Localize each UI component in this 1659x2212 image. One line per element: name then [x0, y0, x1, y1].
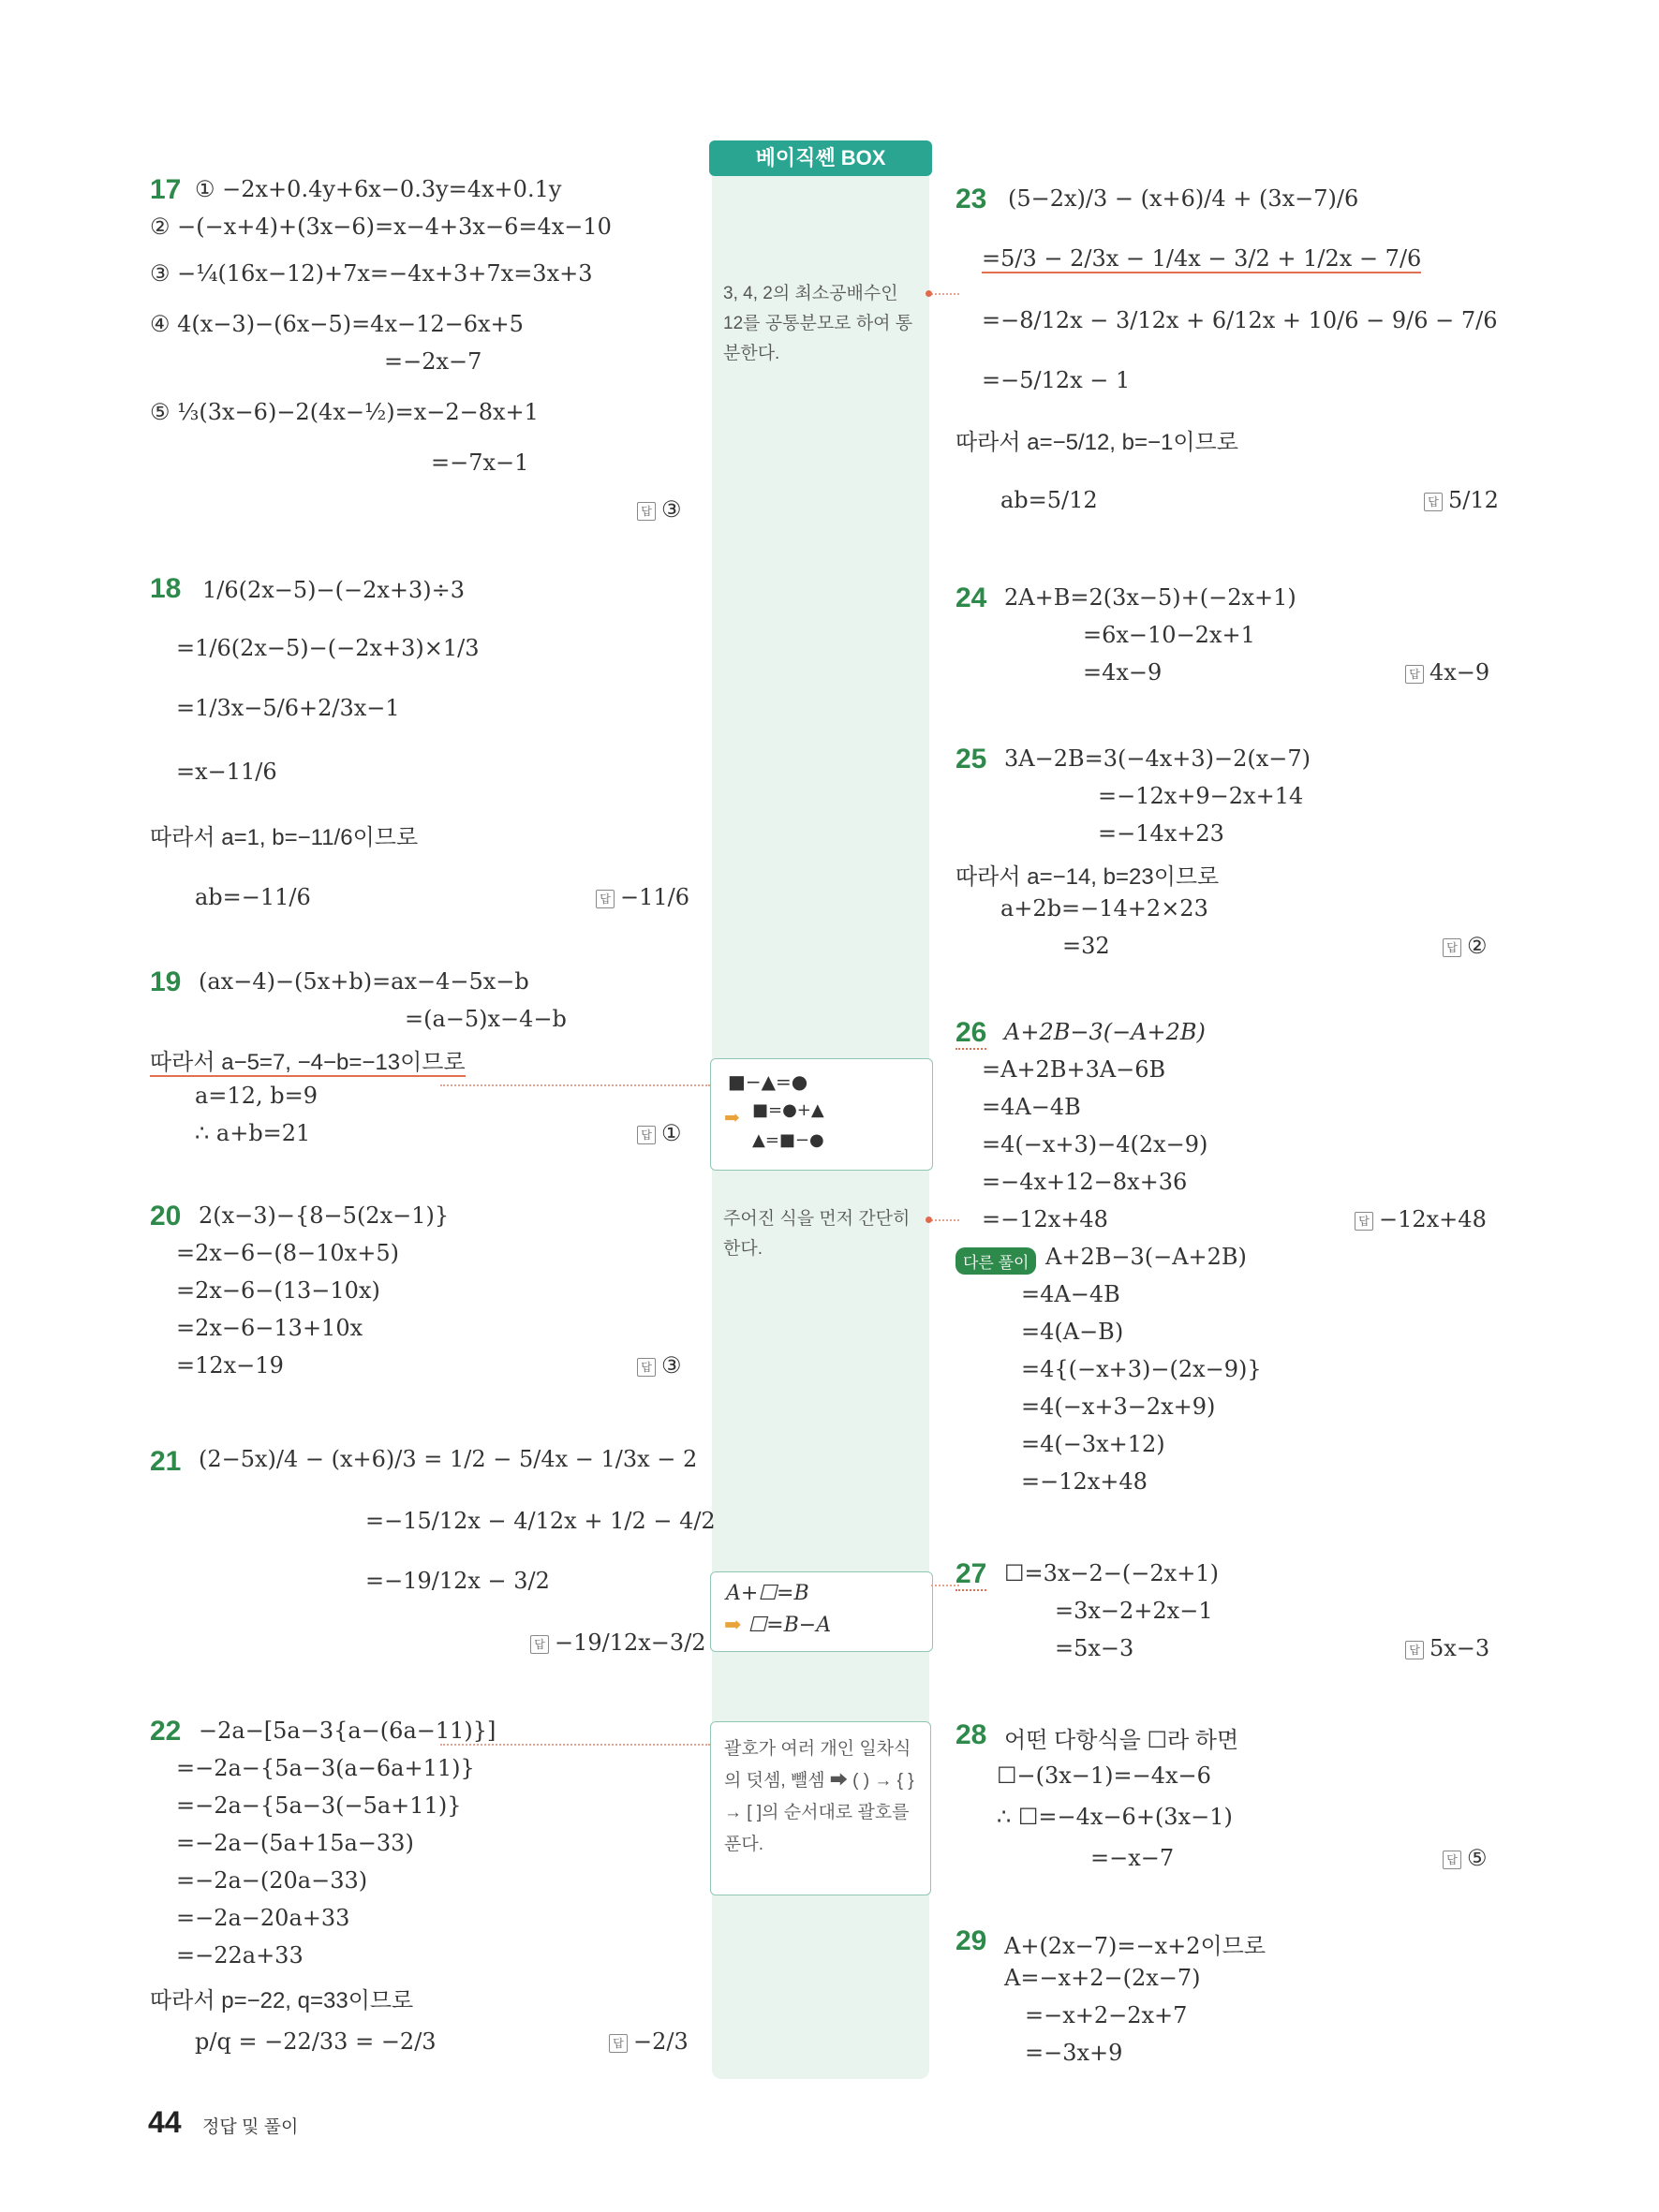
solution-line: =1/3x−5/6+2/3x−1 — [176, 695, 400, 721]
solution-line: A+(2x−7)=−x+2이므로 — [1004, 1933, 1266, 1959]
answer: 답 −12x+48 — [1355, 1206, 1487, 1232]
problem-number: 29 — [955, 1925, 987, 1956]
arrow-icon: ➡ — [724, 1106, 740, 1128]
arrow-icon: ➡ — [724, 1614, 742, 1637]
solution-line: =4x−9 — [1083, 659, 1163, 686]
solution-line: (2−5x)/4 − (x+6)/3 = 1/2 − 5/4x − 1/3x − 2 — [199, 1446, 698, 1472]
problem-number: 23 — [955, 184, 987, 214]
problem-number: 22 — [150, 1716, 182, 1747]
shape-rule-card — [710, 1058, 933, 1171]
solution-line: =−12x+48 — [982, 1206, 1108, 1232]
answer: 답 ③ — [637, 496, 682, 523]
solution-line: ☐=3x−2−(−2x+1) — [1004, 1560, 1219, 1586]
solution-line: =−x−7 — [1090, 1845, 1175, 1871]
problem-number: 26 — [955, 1017, 987, 1048]
solution-line: =32 — [1062, 933, 1110, 959]
answer: 답 5x−3 — [1405, 1635, 1489, 1661]
solution-line: =−2a−20a+33 — [176, 1905, 350, 1931]
solution-line: =−4x+12−8x+36 — [982, 1169, 1188, 1195]
solution-line: ⑤ ⅓(3x−6)−2(4x−½)=x−2−8x+1 — [150, 399, 539, 425]
shape-rule-2: ■=●+▲ — [752, 1100, 824, 1120]
leader-line — [931, 1219, 959, 1221]
solution-line: =(a−5)x−4−b — [405, 1006, 567, 1032]
solution-line: 2A+B=2(3x−5)+(−2x+1) — [1004, 584, 1296, 611]
answer: 답 ③ — [637, 1352, 682, 1379]
leader-line — [440, 1744, 710, 1746]
answer-mark-icon: 답 — [637, 1358, 656, 1377]
alt-solution-badge: 다른 풀이 — [955, 1247, 1036, 1275]
solution-line: =2x−6−13+10x — [176, 1315, 363, 1341]
answer: 답 −19/12x−3/2 — [530, 1630, 706, 1656]
answer-mark-icon: 답 — [1405, 665, 1424, 684]
solution-line: =−12x+48 — [1021, 1468, 1148, 1495]
solution-line: =1/6(2x−5)−(−2x+3)×1/3 — [176, 635, 480, 661]
shape-rule-1: ■−▲=● — [728, 1070, 808, 1093]
box-rule-card — [710, 1571, 933, 1652]
note-simplify: 주어진 식을 먼저 간단히 한다. — [723, 1209, 911, 1259]
solution-line: =−14x+23 — [1098, 820, 1224, 847]
solution-line: =x−11/6 — [176, 759, 277, 785]
leader-dot — [926, 1217, 932, 1223]
answer: 답 ② — [1443, 933, 1488, 959]
solution-line: p/q = −22/33 = −2/3 — [195, 2028, 437, 2055]
answer-mark-icon: 답 — [1443, 938, 1461, 957]
answer: 답 −2/3 — [609, 2028, 689, 2055]
solution-line: (ax−4)−(5x+b)=ax−4−5x−b — [199, 968, 529, 995]
solution-line: ∴ ☐=−4x−6+(3x−1) — [997, 1804, 1233, 1830]
solution-line: =−3x+9 — [1025, 2040, 1123, 2066]
solution-line: =−15/12x − 4/12x + 1/2 − 4/2 — [365, 1508, 716, 1534]
solution-line: ① −2x+0.4y+6x−0.3y=4x+0.1y — [195, 176, 562, 202]
solution-line: 따라서 a−5=7, −4−b=−13이므로 — [150, 1050, 466, 1075]
problem-number: 17 — [150, 174, 182, 205]
answer: 답 5/12 — [1424, 487, 1499, 513]
solution-line: A=−x+2−(2x−7) — [1004, 1965, 1201, 1991]
answer-mark-icon: 답 — [609, 2034, 628, 2053]
solution-line: =−2x−7 — [384, 348, 482, 375]
solution-line: =−12x+9−2x+14 — [1098, 783, 1304, 809]
solution-line: =−22a+33 — [176, 1942, 304, 1969]
solution-line: =−7x−1 — [431, 450, 529, 476]
problem-number: 27 — [955, 1558, 987, 1589]
bracket-note-card — [710, 1721, 931, 1895]
solution-line: =2x−6−(8−10x+5) — [176, 1240, 399, 1266]
solution-line: =5x−3 — [1055, 1635, 1134, 1661]
solution-line: A+2B−3(−A+2B) — [1045, 1244, 1247, 1270]
page-label: 정답 및 풀이 — [202, 2117, 299, 2137]
answer-mark-icon: 답 — [637, 502, 656, 521]
solution-line: (5−2x)/3 − (x+6)/4 + (3x−7)/6 — [1008, 185, 1359, 212]
solution-line: =3x−2+2x−1 — [1055, 1598, 1213, 1624]
solution-line: 따라서 a=1, b=−11/6이므로 — [150, 825, 419, 850]
answer: 답 4x−9 — [1405, 659, 1489, 686]
solution-line: =2x−6−(13−10x) — [176, 1277, 380, 1304]
solution-line: 1/6(2x−5)−(−2x+3)÷3 — [202, 577, 466, 603]
solution-line: ② −(−x+4)+(3x−6)=x−4+3x−6=4x−10 — [150, 214, 612, 240]
solution-line: ab=−11/6 — [195, 884, 311, 910]
leader-line — [931, 293, 959, 295]
page-number: 44 — [148, 2105, 182, 2139]
problem-number: 28 — [955, 1719, 987, 1750]
solution-line: =−2a−{5a−3(−5a+11)} — [176, 1792, 462, 1819]
solution-line: =6x−10−2x+1 — [1083, 622, 1255, 648]
solution-line: =−x+2−2x+7 — [1025, 2002, 1188, 2028]
answer-mark-icon: 답 — [637, 1126, 656, 1144]
answer: 답 ① — [637, 1120, 682, 1146]
leader-dot — [926, 290, 932, 297]
solution-line: A+2B−3(−A+2B) — [1004, 1019, 1206, 1045]
problem-number: 19 — [150, 966, 182, 997]
box-title: 베이직쎈 BOX — [709, 140, 932, 176]
shape-rule-3: ▲=■−● — [752, 1130, 824, 1150]
solution-line: 2(x−3)−{8−5(2x−1)} — [199, 1202, 450, 1229]
solution-line: a+2b=−14+2×23 — [1000, 895, 1208, 922]
solution-line: =A+2B+3A−6B — [982, 1056, 1166, 1083]
solution-line: 따라서 a=−14, b=23이므로 — [955, 864, 1220, 890]
solution-line: =−2a−{5a−3(a−6a+11)} — [176, 1755, 475, 1781]
solution-line: a=12, b=9 — [195, 1083, 318, 1109]
note-bracket: 괄호가 여러 개인 일차식의 덧셈, 뺄셈 ➡ ( ) → { } → [ ]의 순서대로 괄호를 푼다. — [724, 1739, 914, 1854]
solution-line: =4{(−x+3)−(2x−9)} — [1021, 1356, 1262, 1382]
solution-line: =4(A−B) — [1021, 1319, 1124, 1345]
answer-mark-icon: 답 — [530, 1635, 549, 1654]
solution-line: =−2a−(20a−33) — [176, 1867, 368, 1894]
solution-line: 따라서 a=−5/12, b=−1이므로 — [955, 430, 1238, 455]
note-lcm: 3, 4, 2의 최소공배수인 12를 공통분모로 하여 통분한다. — [723, 284, 913, 363]
solution-line: =4(−3x+12) — [1021, 1431, 1165, 1457]
solution-line: ∴ a+b=21 — [195, 1120, 311, 1146]
solution-line: =−8/12x − 3/12x + 6/12x + 10/6 − 9/6 − 7/6 — [982, 307, 1498, 333]
answer-mark-icon: 답 — [1443, 1851, 1461, 1869]
solution-line: =4A−4B — [982, 1094, 1081, 1120]
leader-line — [440, 1084, 710, 1086]
box-rule-1: A+☐=B — [726, 1582, 809, 1605]
problem-number: 18 — [150, 573, 182, 604]
answer-mark-icon: 답 — [1355, 1212, 1373, 1231]
answer-mark-icon: 답 — [1424, 493, 1443, 511]
answer-mark-icon: 답 — [596, 890, 615, 908]
solution-line: =−19/12x − 3/2 — [365, 1568, 550, 1594]
solution-line: ab=5/12 — [1000, 487, 1098, 513]
solution-line: =5/3 − 2/3x − 1/4x − 3/2 + 1/2x − 7/6 — [982, 245, 1422, 272]
answer: 답 ⑤ — [1443, 1845, 1488, 1871]
problem-number: 24 — [955, 582, 987, 613]
box-rule-2: ☐=B−A — [748, 1614, 832, 1637]
solution-line: ☐−(3x−1)=−4x−6 — [997, 1762, 1211, 1789]
solution-line: =12x−19 — [176, 1352, 284, 1379]
solution-line: 어떤 다항식을 ☐라 하면 — [1004, 1728, 1239, 1753]
solution-line: =−2a−(5a+15a−33) — [176, 1830, 414, 1856]
answer-mark-icon: 답 — [1405, 1641, 1424, 1659]
solution-line: =4A−4B — [1021, 1281, 1120, 1307]
solution-line: =4(−x+3−2x+9) — [1021, 1394, 1216, 1420]
solution-line: 3A−2B=3(−4x+3)−2(x−7) — [1004, 745, 1311, 772]
problem-number: 25 — [955, 744, 987, 774]
solution-line: −2a−[5a−3{a−(6a−11)}] — [199, 1718, 496, 1744]
problem-number: 20 — [150, 1201, 182, 1231]
solution-line: 따라서 p=−22, q=33이므로 — [150, 1988, 414, 2013]
solution-line: =−5/12x − 1 — [982, 367, 1131, 393]
solution-line: ④ 4(x−3)−(6x−5)=4x−12−6x+5 — [150, 311, 524, 337]
answer: 답 −11/6 — [596, 884, 689, 910]
solution-line: ③ −¼(16x−12)+7x=−4x+3+7x=3x+3 — [150, 260, 593, 287]
problem-number: 21 — [150, 1446, 182, 1477]
solution-line: =4(−x+3)−4(2x−9) — [982, 1131, 1208, 1158]
